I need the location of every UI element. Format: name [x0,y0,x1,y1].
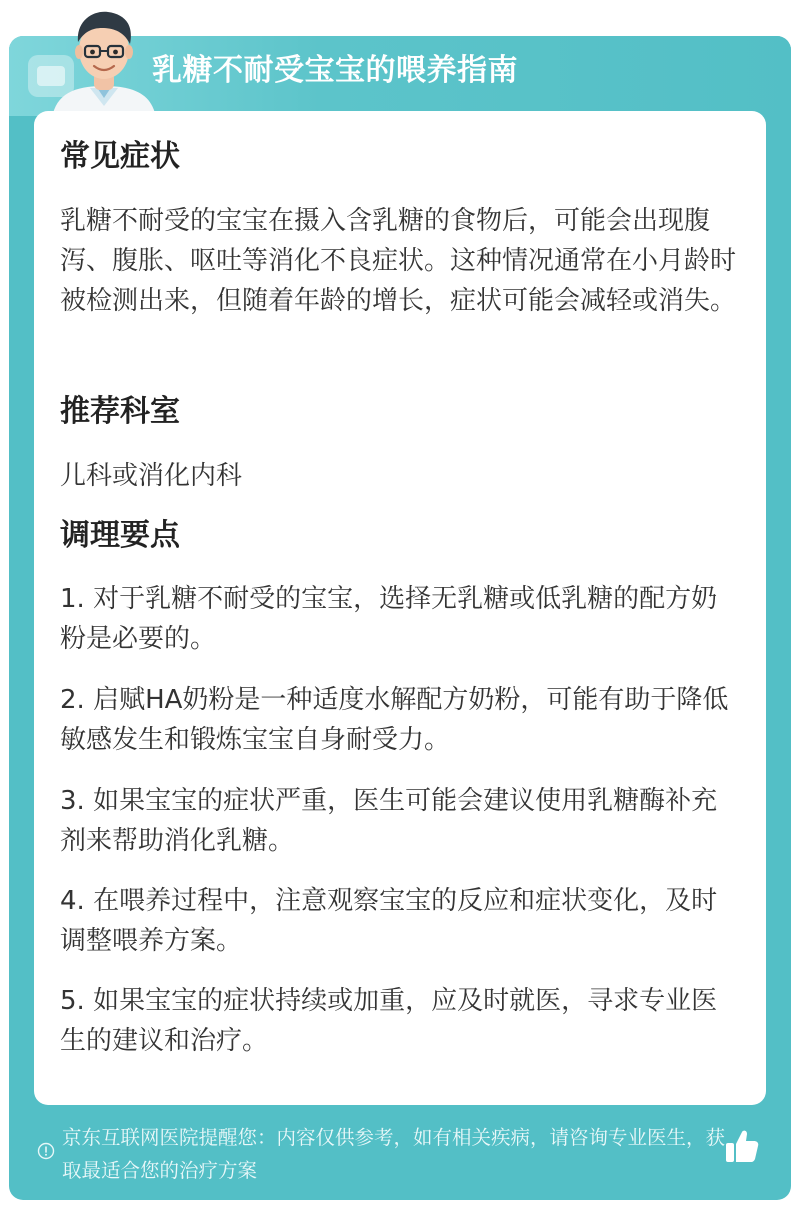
care-item-2: 2. 启赋HA奶粉是一种适度水解配方奶粉，可能有助于降低敏感发生和锻炼宝宝自身耐受力。 [60,685,729,755]
care-item-1: 1. 对于乳糖不耐受的宝宝，选择无乳糖或低乳糖的配方奶粉是必要的。 [60,584,718,654]
section-heading-care: 调理要点 [60,518,180,553]
care-item-4: 4. 在喂养过程中，注意观察宝宝的反应和症状变化，及时调整喂养方案。 [60,886,718,956]
disclaimer-text: 京东互联网医院提醒您：内容仅供参考，如有相关疾病，请咨询专业医生，获取最适合您的治疗方案 [62,1126,726,1182]
section-heading-symptoms: 常见症状 [60,139,180,174]
info-icon [37,1142,55,1160]
thumbs-up-icon[interactable] [725,1128,759,1164]
symptoms-text: 乳糖不耐受的宝宝在摄入含乳糖的食物后，可能会出现腹泻、腹胀、呕吐等消化不良症状。这种情况通常在小月龄时被检测出来，但随着年龄的增长，症状可能会减轻或消失。 [60,206,737,316]
section-heading-department: 推荐科室 [60,394,180,429]
page-title: 乳糖不耐受宝宝的喂养指南 [152,53,518,88]
care-item-3: 3. 如果宝宝的症状严重，医生可能会建议使用乳糖酶补充剂来帮助消化乳糖。 [60,786,718,856]
care-item-5: 5. 如果宝宝的症状持续或加重，应及时就医，寻求专业医生的建议和治疗。 [60,986,718,1056]
doctor-avatar-icon [44,6,164,118]
department-text: 儿科或消化内科 [60,461,243,491]
content-card [34,111,766,1105]
